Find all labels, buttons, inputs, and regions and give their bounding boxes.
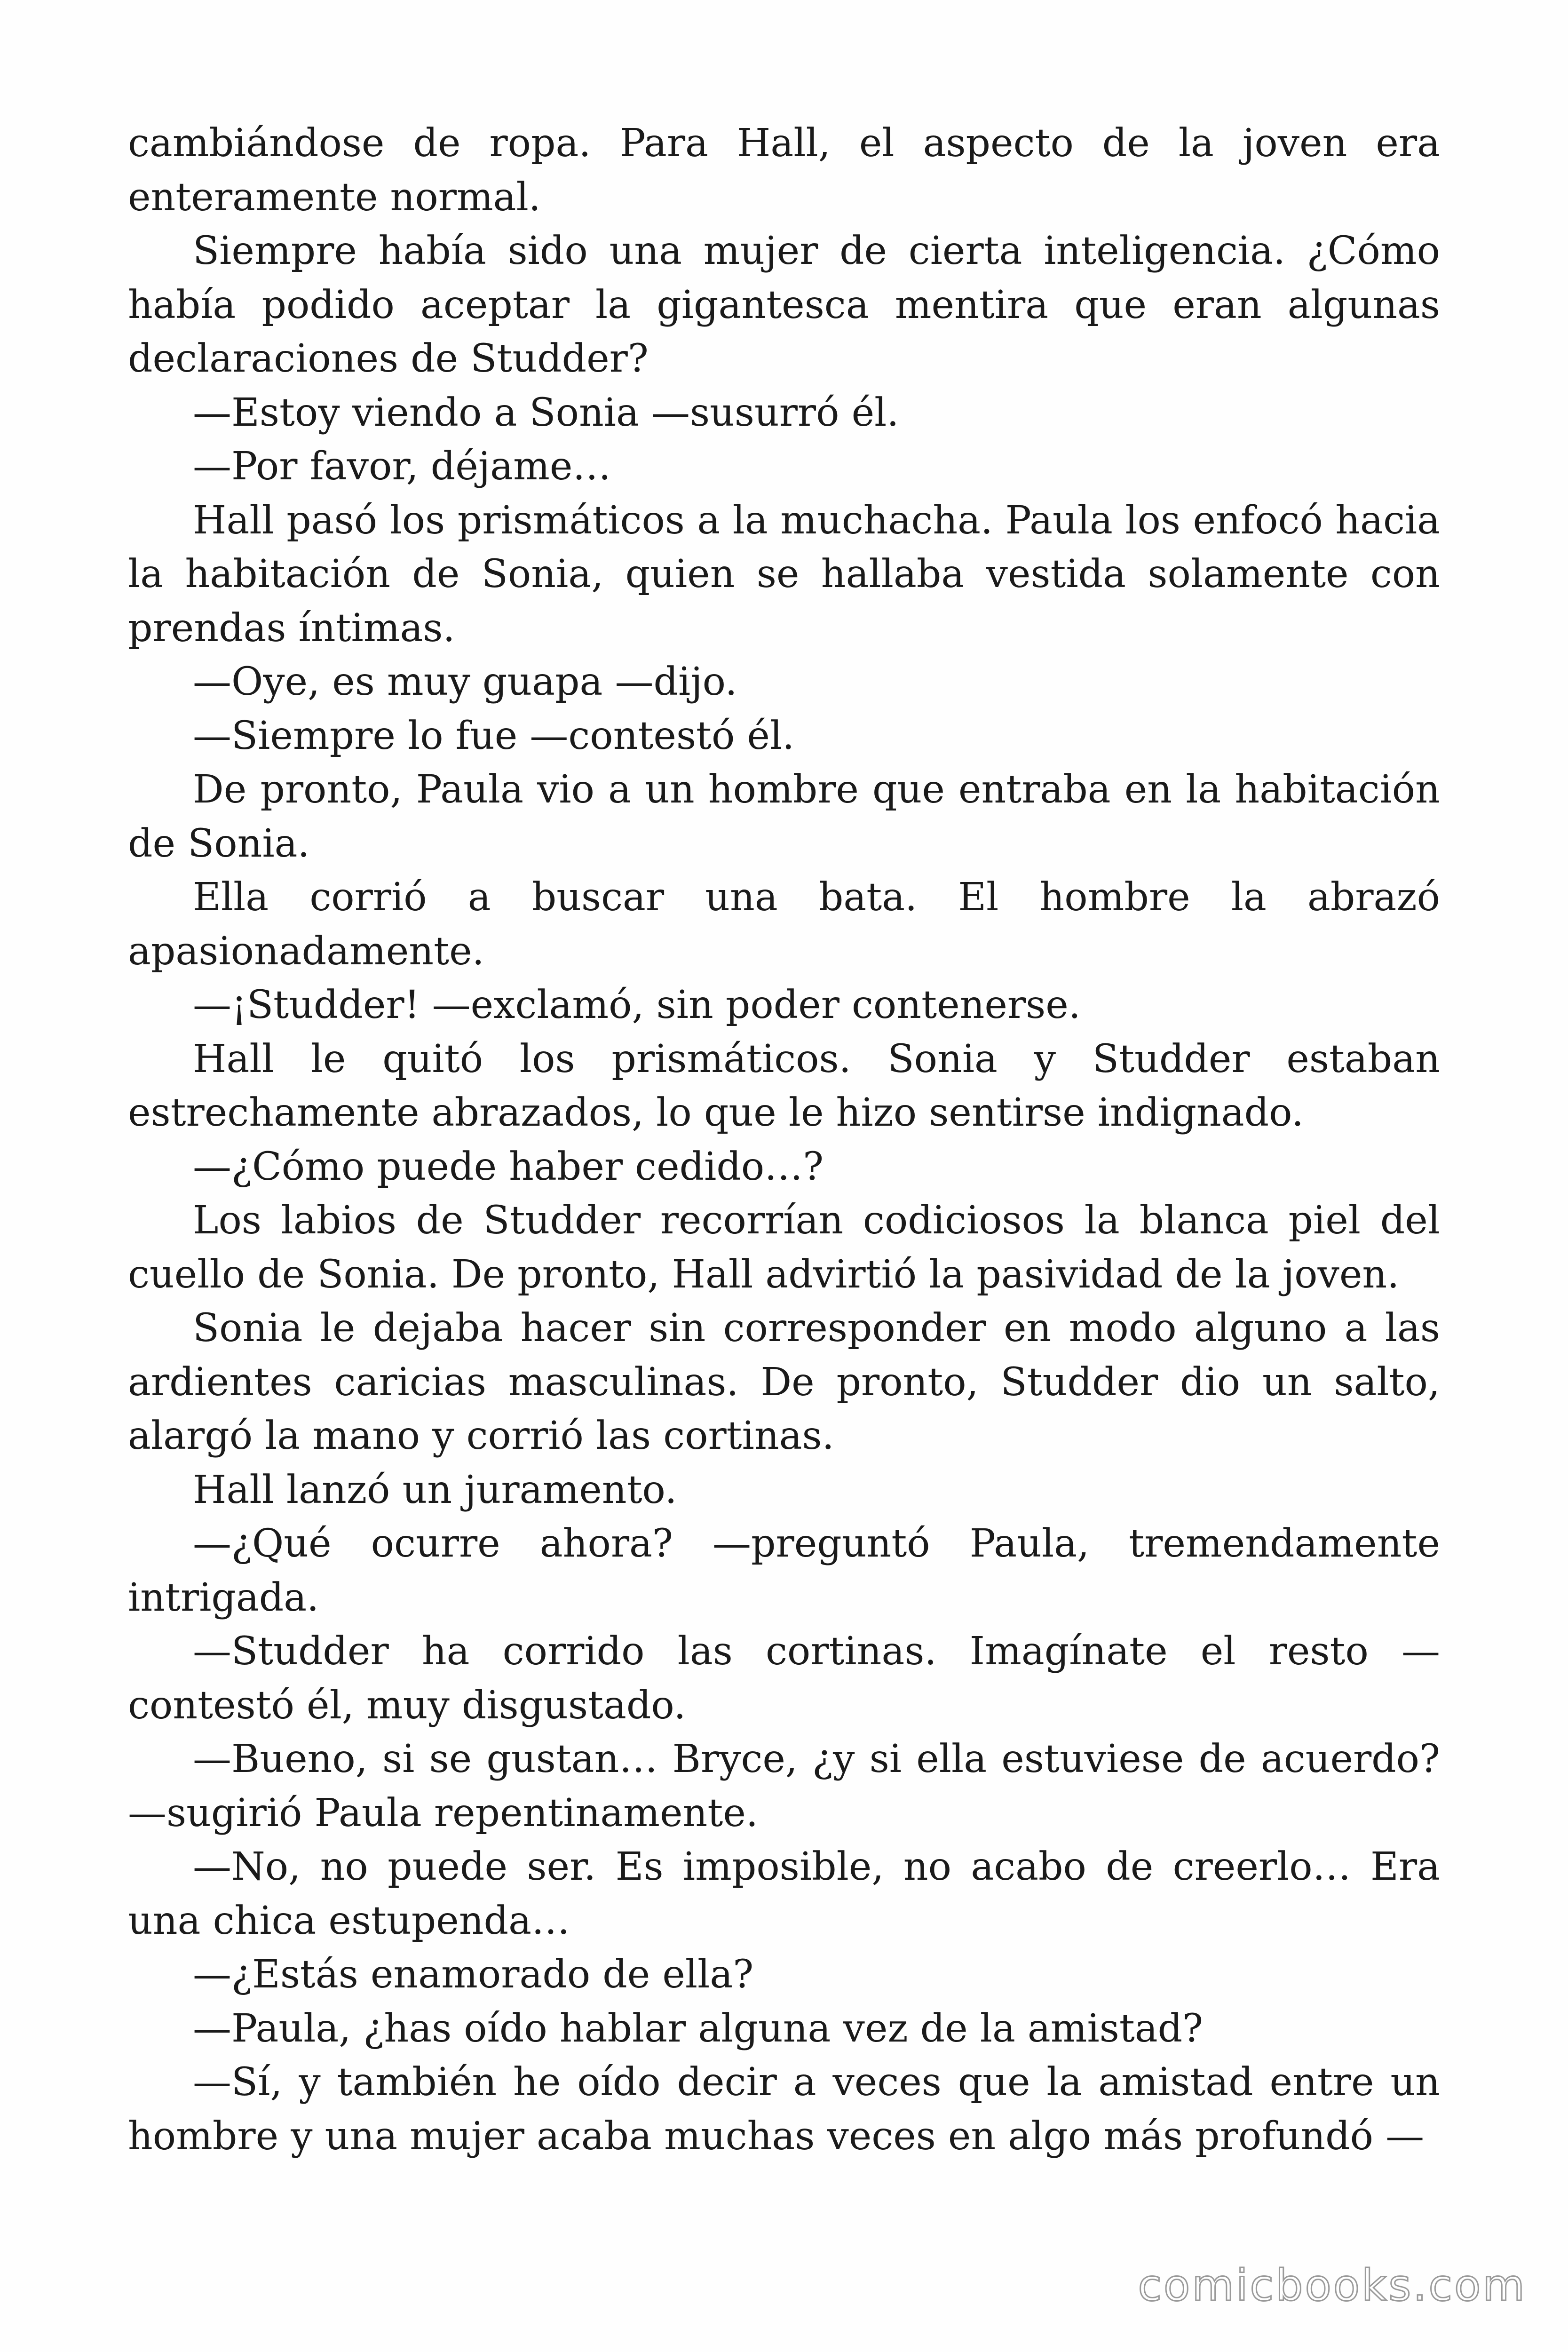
paragraph-10: —¡Studder! —exclamó, sin poder contenerse. — [193, 983, 1081, 1027]
watermark: comicbooks.com — [1138, 2260, 1527, 2311]
paragraph-7: —Siempre lo fue —contestó él. — [193, 713, 795, 758]
paragraph-17: —Studder ha corrido las cortinas. Imagínate el resto —contestó él, muy disgustado. — [128, 1629, 1440, 1728]
paragraph-21: —Paula, ¿has oído hablar alguna vez de la amistad? — [193, 2006, 1204, 2051]
paragraph-4: —Por favor, déjame… — [193, 444, 611, 489]
paragraph-9: Ella corrió a buscar una bata. El hombre la abrazó apasionadamente. — [128, 875, 1440, 974]
paragraph-16: —¿Qué ocurre ahora? —preguntó Paula, tremendamente intrigada. — [128, 1521, 1440, 1620]
paragraph-14: Sonia le dejaba hacer sin corresponder en modo alguno a las ardientes caricias masculinas. De pronto, Studder dio un salto, alargó la mano y corrió las cortinas. — [128, 1306, 1440, 1458]
paragraph-15: Hall lanzó un juramento. — [193, 1467, 677, 1512]
paragraph-8: De pronto, Paula vio a un hombre que entraba en la habitación de Sonia. — [128, 767, 1440, 866]
paragraph-12: —¿Cómo puede haber cedido…? — [193, 1144, 824, 1189]
paragraph-11: Hall le quitó los prismáticos. Sonia y Studder estaban estrechamente abrazados, lo que le hizo sentirse indignado. — [128, 1036, 1440, 1135]
paragraph-19: —No, no puede ser. Es imposible, no acabo de creerlo… Era una chica estupenda… — [128, 1844, 1440, 1943]
paragraph-2: Siempre había sido una mujer de cierta inteligencia. ¿Cómo había podido aceptar la gigantesca mentira que eran algunas declaraciones de Studder? — [128, 229, 1440, 381]
paragraph-13: Los labios de Studder recorrían codiciosos la blanca piel del cuello de Sonia. De pronto, Hall advirtió la pasividad de la joven. — [128, 1198, 1440, 1297]
paragraph-1: cambiándose de ropa. Para Hall, el aspecto de la joven era enteramente normal. — [128, 121, 1440, 220]
paragraph-6: —Oye, es muy guapa —dijo. — [193, 660, 737, 704]
paragraph-18: —Bueno, si se gustan… Bryce, ¿y si ella estuviese de acuerdo? —sugirió Paula repentinamente. — [128, 1737, 1440, 1836]
paragraph-22: —Sí, y también he oído decir a veces que la amistad entre un hombre y una mujer acaba muchas veces en algo más profundó — — [128, 2060, 1440, 2159]
paragraph-3: —Estoy viendo a Sonia —susurró él. — [193, 390, 899, 435]
body-text — [128, 117, 1440, 2163]
paragraph-20: —¿Estás enamorado de ella? — [193, 1952, 754, 1997]
paragraph-5: Hall pasó los prismáticos a la muchacha. Paula los enfocó hacia la habitación de Sonia, quien se hallaba vestida solamente con prendas íntimas. — [128, 498, 1440, 651]
